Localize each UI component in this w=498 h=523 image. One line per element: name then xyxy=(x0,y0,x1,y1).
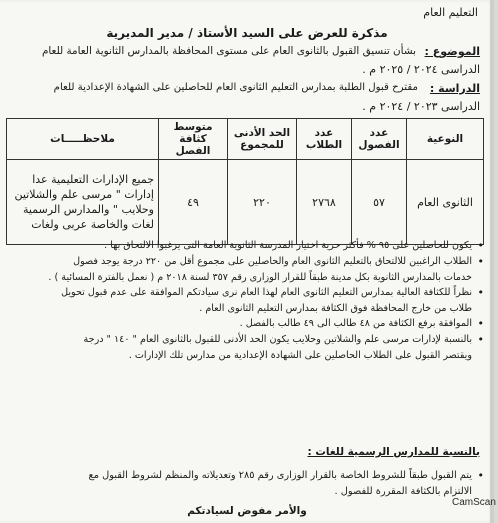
list-item: • الطلاب الراغبين للالتحاق بالتعليم الثانوى العام والحاصلين على مجموع أقل من ٢٢٠ درجة يوجد فصول xyxy=(8,254,484,269)
study-year: الدراسى ٢٠٢٣ / ٢٠٢٤ م . xyxy=(362,100,480,113)
list-item-continuation: ويقتصر القبول على الطلاب الحاصلين على الشهادة الإعدادية من مدارس تلك الإدارات . xyxy=(128,350,472,361)
table-header-row xyxy=(7,119,484,160)
conditions-list xyxy=(8,238,484,363)
col-type: النوعية xyxy=(407,119,484,160)
cell-min-total: ٢٢٠ xyxy=(228,160,297,245)
list-item-continuation: طلاب من خارج المحافظة فوق الكثافة بمدارس التعليم الثانوى العام . xyxy=(199,303,472,314)
scanner-watermark: CamScan xyxy=(452,497,496,508)
subject-year: الدراسى ٢٠٢٤ / ٢٠٢٥ م . xyxy=(362,63,480,76)
cell-avg-density: ٤٩ xyxy=(159,160,228,245)
language-schools-list xyxy=(8,468,484,499)
col-students: عدد الطلاب xyxy=(297,119,352,160)
subject-label: الموضوع : xyxy=(424,45,480,58)
col-min-total: الحد الأدنى للمجموع xyxy=(228,119,297,160)
language-schools-title: بالنسبة للمدارس الرسمية للغات : xyxy=(307,446,480,458)
list-item: • يكون للحاصلين على ٩٥ % فأكثر حرية اختيار المدرسة الثانوية العامة التى يرغبوا الالتحاق بها . xyxy=(8,238,484,253)
admission-table xyxy=(6,118,484,245)
table-row xyxy=(7,160,484,245)
list-item-continuation: الالتزام بالكثافة المقررة للفصول . xyxy=(334,486,472,497)
study-label: الدراسة : xyxy=(429,82,480,95)
col-classes: عدد الفصول xyxy=(352,119,407,160)
col-notes: ملاحظـــــات xyxy=(7,119,159,160)
page-edge xyxy=(490,0,494,523)
notes-line: لغات والخاصة عربى ولغات xyxy=(31,218,154,231)
notes-line: إدارات " مرسى علم والشلاتين xyxy=(14,188,154,201)
list-item-continuation: خدمات بالمدارس الثانوية بكل مدينة طبقاً للقرار الوزارى رقم ٣٥٧ لسنة ٢٠١٨ م ( نعمل بالفترة المسائية ) . xyxy=(48,272,472,283)
cell-notes xyxy=(7,160,159,245)
memo-title: مذكرة للعرض على السيد الأستاذ / مدير المديرية xyxy=(106,26,388,40)
notes-line: جميع الإدارات التعليمية عدا xyxy=(32,173,154,186)
cell-students: ٢٧٦٨ xyxy=(297,160,352,245)
subject-text: بشأن تنسيق القبول بالثانوى العام على مستوى المحافظة بالمدارس الثانوية العامة للعام xyxy=(41,45,416,57)
cell-type: الثانوى العام xyxy=(407,160,484,245)
study-text: مقترح قبول الطلبة بمدارس التعليم الثانوى العام للحاصلين على الشهادة الإعدادية للعام xyxy=(53,82,418,93)
list-item: • نظراً للكثافة العالية بمدارس التعليم الثانوى العام لهذا العام نرى سيادتكم الموافقة على عدم قبول تحويل xyxy=(8,285,484,300)
header-department: التعليم العام xyxy=(423,6,478,19)
col-avg-density: متوسط كثافة الفصل xyxy=(159,119,228,160)
list-item: • يتم القبول طبقاً للشروط الخاصة بالقرار الوزارى رقم ٢٨٥ وتعديلاته والمنظم لشروط القبول مع xyxy=(8,468,484,483)
closing-line: والأمر مفوض لسيادتكم xyxy=(187,505,307,517)
notes-line: وحلايب " والمدارس الرسمية xyxy=(22,203,154,216)
list-item: • الموافقة برفع الكثافة من ٤٨ طالب الى ٤٩ طالب بالفصل . xyxy=(8,316,484,331)
cell-classes: ٥٧ xyxy=(352,160,407,245)
list-item: • بالنسبة لإدارات مرسى علم والشلاتين وحلايب يكون الحد الأدنى للقبول بالثانوى العام " ١٤٠ " درجة xyxy=(8,332,484,347)
